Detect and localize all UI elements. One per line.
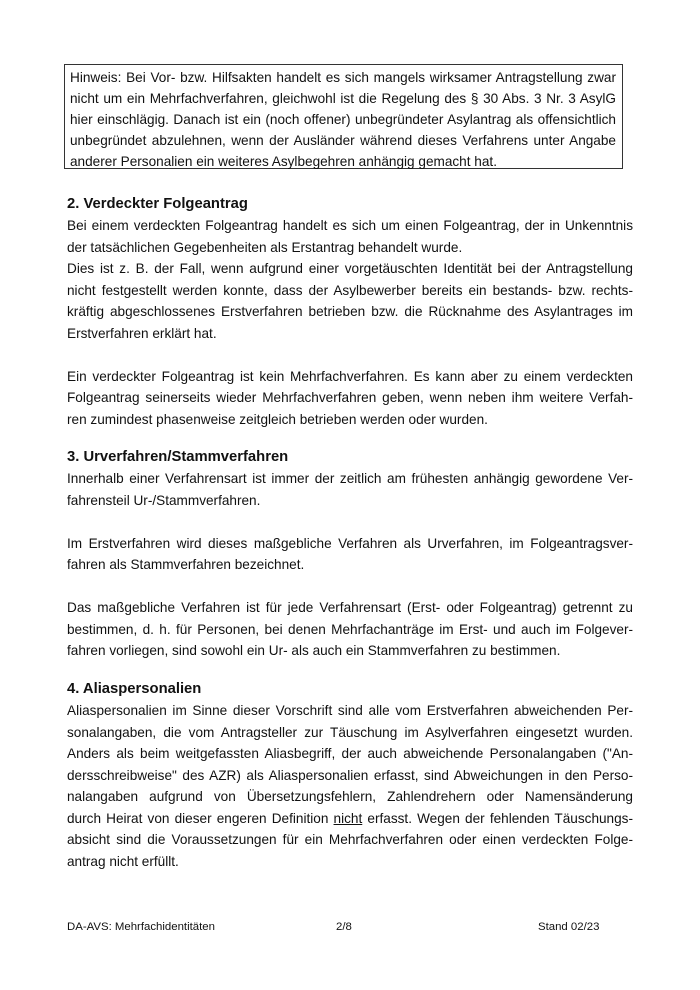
text-line: sonalangaben, die vom Antragsteller zur Täuschung im Asylverfahren eingesetzt wurden.: [67, 724, 633, 740]
text-line: Im Erstverfahren wird dieses maßgebliche Verfahren als Urverfahren, im Folgeantragsver-: [67, 535, 633, 551]
text-line: Dies ist z. B. der Fall, wenn aufgrund einer vorgetäuschten Identität bei der Antragstellung: [67, 261, 633, 276]
hint-box: [64, 64, 623, 169]
text-run: durch Heirat von dieser engeren Definition: [67, 810, 334, 826]
text-line: Erstverfahren erklärt hat.: [67, 325, 217, 341]
text-line: absicht sind die Voraussetzungen für ein Mehrfachverfahren oder einen verdeckten Folge-: [67, 832, 633, 847]
text-line: bestimmen, d. h. für Personen, bei denen Mehrfachanträge im Erst- und auch im Folgever-: [67, 621, 633, 637]
hint-line-4: unbegründet abzulehnen, wenn der Ausländer während dieses Verfahrens unter Angabe: [70, 133, 616, 148]
section-urverfahren-stammverfahren: [67, 446, 633, 662]
section-verdeckter-folgeantrag: [67, 193, 633, 430]
text-line: Folgeantrag seinerseits wieder Mehrfachverfahren geben, wenn neben ihm weitere Verfah-: [67, 390, 633, 405]
text-line: kräftig abgeschlossenes Erstverfahren betrieben bzw. die Rücknahme des Asylantrages im: [67, 304, 633, 319]
text-line: Aliaspersonalien im Sinne dieser Vorschrift sind alle vom Erstverfahren abweichenden Per-: [67, 703, 633, 718]
section-heading: 3. Urverfahren/Stammverfahren: [67, 449, 289, 465]
text-line: Das maßgebliche Verfahren ist für jede Verfahrensart (Erst- oder Folgeantrag) getrennt zu: [67, 600, 633, 615]
text-line: nalangaben aufgrund von Übersetzungsfehlern, Zahlendrehern oder Namensänderung: [67, 789, 633, 804]
text-run: erfasst. Wegen der fehlenden Täuschungs-: [362, 810, 634, 826]
paragraph: [67, 468, 633, 511]
text-line: Innerhalb einer Verfahrensart ist immer der zeitlich am frühesten anhängig gewordene Ver-: [67, 471, 633, 486]
section-heading: 2. Verdeckter Folgeantrag: [67, 196, 248, 212]
footer-page-number: 2/8: [336, 921, 352, 933]
hint-line-1: Hinweis: Bei Vor- bzw. Hilfsakten handelt es sich mangels wirksamer Antragstellung zwar: [70, 70, 616, 85]
paragraph: [67, 533, 633, 576]
paragraph: [67, 215, 633, 258]
paragraph: [67, 700, 633, 872]
text-line: der tatsächlichen Gegebenheiten als Erstantrag behandelt wurde.: [67, 239, 463, 255]
underlined-word: nicht: [333, 810, 363, 826]
hint-line-5: anderer Personalien ein weiteres Asylbegehren anhängig gemacht hat.: [70, 154, 497, 169]
hint-line-3: hier einschlägig. Danach ist ein (noch offener) unbegründeter Asylantrag als offensichtlich: [70, 112, 616, 127]
text-line: fahren als Stammverfahren bezeichnet.: [67, 557, 305, 572]
text-line: [67, 808, 633, 830]
text-line: fahrensteil Ur-/Stammverfahren.: [67, 492, 261, 508]
text-line: ren zumindest phasenweise zeitgleich betrieben werden oder wurden.: [67, 411, 488, 427]
paragraph: [67, 366, 633, 431]
text-line: fahren vorliegen, sind sowohl ein Ur- als auch ein Stammverfahren zu bestimmen.: [67, 643, 561, 658]
footer-version: Stand 02/23: [538, 921, 600, 933]
text-line: nicht festgestellt werden konnte, dass der Asylbewerber bereits ein bestands- bzw. rechts-: [67, 282, 633, 298]
paragraph: [67, 597, 633, 662]
section-heading: 4. Aliaspersonalien: [67, 681, 202, 697]
footer-document-title: DA-AVS: Mehrfachidentitäten: [67, 921, 215, 933]
text-line: dersschreibweise" des AZR) als Aliaspersonalien erfasst, sind Abweichungen in den Perso-: [67, 767, 633, 783]
section-aliaspersonalien: [67, 678, 633, 872]
paragraph: [67, 258, 633, 344]
text-line: Bei einem verdeckten Folgeantrag handelt es sich um einen Folgeantrag, der in Unkenntnis: [67, 218, 633, 233]
text-line: Anders als beim weitgefassten Aliasbegriff, der auch abweichende Personalangaben ("An-: [67, 746, 633, 761]
hint-line-2: nicht um ein Mehrfachverfahren, gleichwohl ist die Regelung des § 30 Abs. 3 Nr. 3 AsylG: [70, 91, 616, 106]
text-line: Ein verdeckter Folgeantrag ist kein Mehrfachverfahren. Es kann aber zu einem verdeckten: [67, 368, 633, 384]
text-line: antrag nicht erfüllt.: [67, 853, 179, 869]
